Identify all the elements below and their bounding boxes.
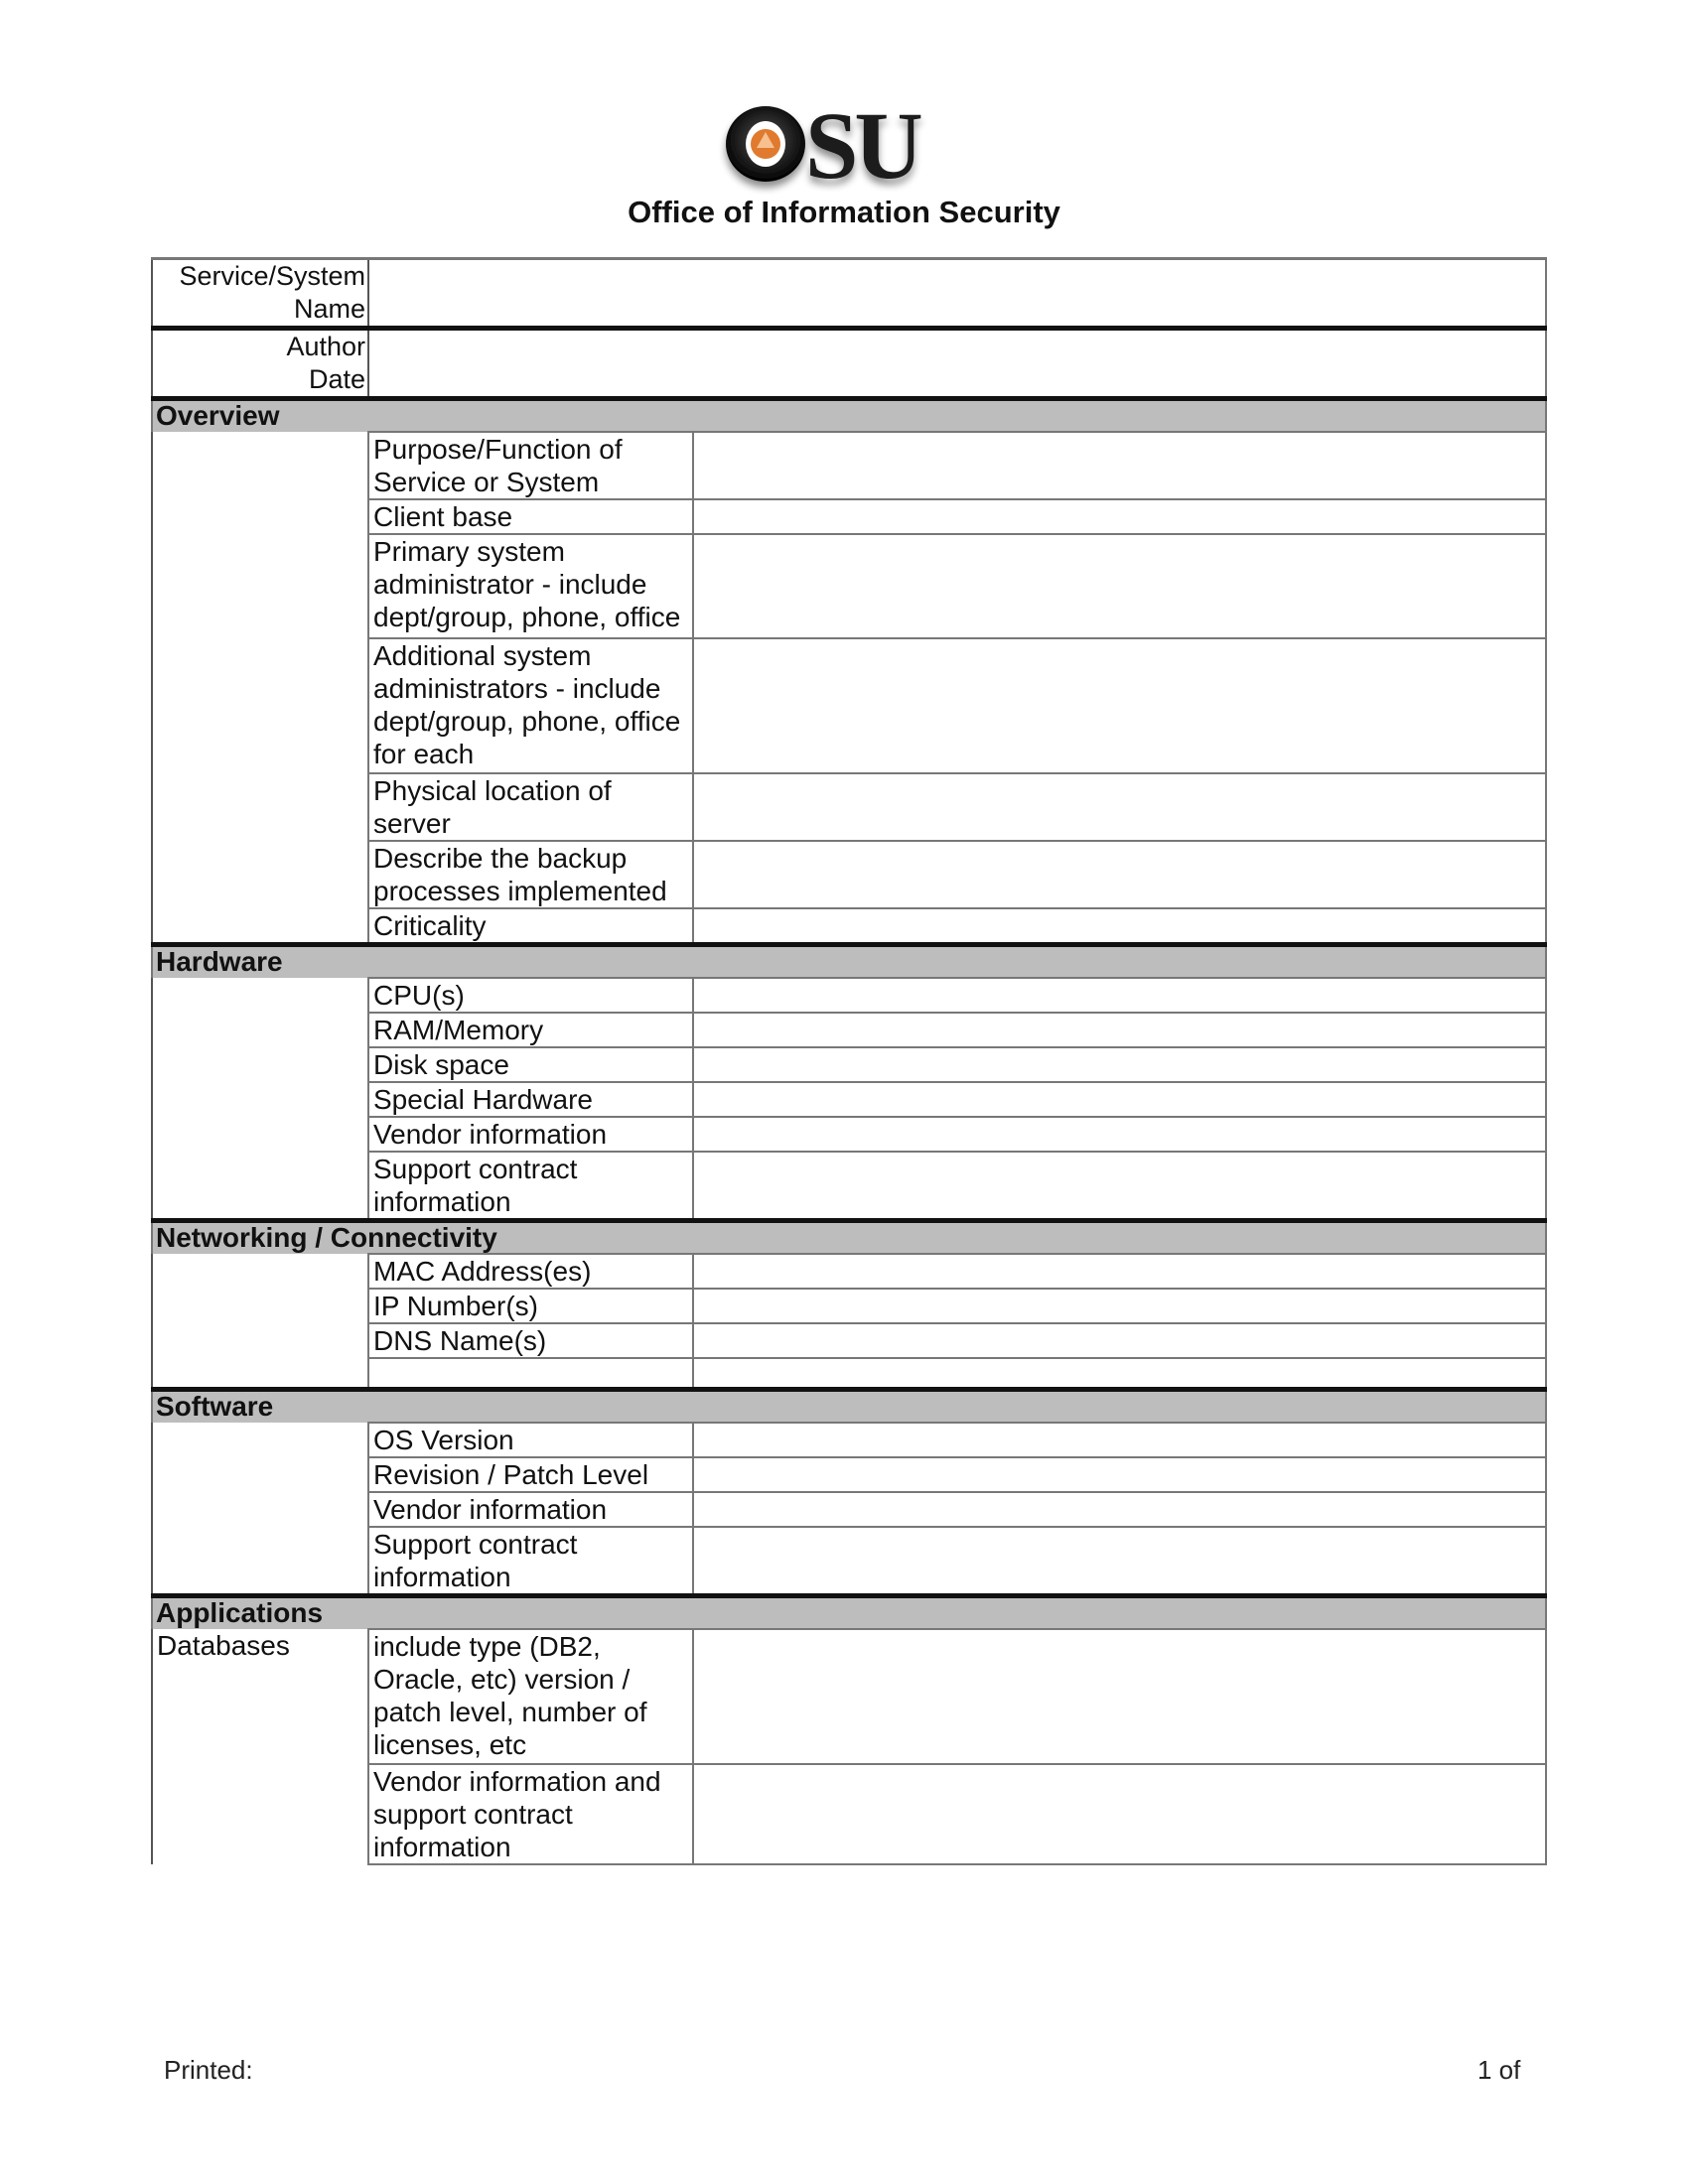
field-label: DNS Name(s) bbox=[368, 1323, 693, 1358]
field-label: Vendor information bbox=[368, 1492, 693, 1527]
section-title: Overview bbox=[152, 399, 1546, 433]
footer-page-number: 1 of bbox=[1477, 2055, 1521, 2085]
field-value[interactable] bbox=[693, 1629, 1546, 1764]
field-value[interactable] bbox=[693, 638, 1546, 773]
section-applications bbox=[152, 1595, 1546, 1629]
field-value[interactable] bbox=[693, 1323, 1546, 1358]
field-label: Vendor information and support contract information bbox=[368, 1764, 693, 1864]
field-value[interactable] bbox=[693, 1289, 1546, 1323]
databases-group-label: Databases bbox=[152, 1629, 368, 1864]
field-value[interactable] bbox=[693, 534, 1546, 638]
document-title: Office of Information Security bbox=[628, 195, 1060, 229]
field-label: Describe the backup processes implemented bbox=[368, 841, 693, 908]
field-label: Disk space bbox=[368, 1047, 693, 1082]
field-label: OS Version bbox=[368, 1423, 693, 1457]
form-row bbox=[152, 1629, 1546, 1764]
field-value[interactable] bbox=[693, 1457, 1546, 1492]
field-value[interactable] bbox=[693, 1082, 1546, 1117]
field-label: RAM/Memory bbox=[368, 1013, 693, 1047]
field-value[interactable] bbox=[693, 432, 1546, 499]
osu-logo bbox=[718, 92, 956, 199]
section-title: Software bbox=[152, 1389, 1546, 1423]
section-spacer bbox=[152, 1254, 368, 1389]
field-label: CPU(s) bbox=[368, 978, 693, 1013]
field-label: Vendor information bbox=[368, 1117, 693, 1152]
form-row bbox=[152, 1254, 1546, 1289]
field-value[interactable] bbox=[693, 978, 1546, 1013]
system-inventory-form bbox=[151, 257, 1547, 1865]
form-row bbox=[152, 978, 1546, 1013]
field-value[interactable] bbox=[693, 1764, 1546, 1864]
field-value[interactable] bbox=[693, 1423, 1546, 1457]
field-label: Support contract information bbox=[368, 1152, 693, 1221]
field-value[interactable] bbox=[693, 1117, 1546, 1152]
section-spacer bbox=[152, 978, 368, 1221]
field-label: Revision / Patch Level bbox=[368, 1457, 693, 1492]
service-name-field[interactable] bbox=[368, 259, 1546, 329]
field-label: IP Number(s) bbox=[368, 1289, 693, 1323]
field-value[interactable] bbox=[693, 908, 1546, 945]
author-date-label: Author Date bbox=[152, 329, 368, 399]
field-label: include type (DB2, Oracle, etc) version / patch level, number of licenses, etc bbox=[368, 1629, 693, 1764]
field-value[interactable] bbox=[693, 1152, 1546, 1221]
section-spacer bbox=[152, 432, 368, 945]
service-name-row bbox=[152, 259, 1546, 329]
field-label: Client base bbox=[368, 499, 693, 534]
field-value[interactable] bbox=[693, 1358, 1546, 1389]
field-value[interactable] bbox=[693, 1492, 1546, 1527]
field-label: Physical location of server bbox=[368, 773, 693, 841]
field-label: Special Hardware bbox=[368, 1082, 693, 1117]
field-label: Primary system administrator - include dept/group, phone, office bbox=[368, 534, 693, 638]
section-title: Hardware bbox=[152, 945, 1546, 979]
section-hardware bbox=[152, 945, 1546, 979]
section-title: Networking / Connectivity bbox=[152, 1221, 1546, 1255]
field-label bbox=[368, 1358, 693, 1389]
field-value[interactable] bbox=[693, 1047, 1546, 1082]
author-date-row bbox=[152, 329, 1546, 399]
author-date-field[interactable] bbox=[368, 329, 1546, 399]
section-title: Applications bbox=[152, 1595, 1546, 1629]
section-spacer bbox=[152, 1423, 368, 1596]
section-networking bbox=[152, 1221, 1546, 1255]
field-label: Additional system administrators - include dept/group, phone, office for each bbox=[368, 638, 693, 773]
footer-printed: Printed: bbox=[164, 2055, 253, 2085]
field-label: MAC Address(es) bbox=[368, 1254, 693, 1289]
section-software bbox=[152, 1389, 1546, 1423]
field-label: Criticality bbox=[368, 908, 693, 945]
field-value[interactable] bbox=[693, 499, 1546, 534]
field-value[interactable] bbox=[693, 1013, 1546, 1047]
field-value[interactable] bbox=[693, 1527, 1546, 1596]
service-name-label: Service/System Name bbox=[152, 259, 368, 329]
svg-text:SU: SU bbox=[805, 92, 919, 199]
field-value[interactable] bbox=[693, 841, 1546, 908]
field-label: Purpose/Function of Service or System bbox=[368, 432, 693, 499]
section-overview bbox=[152, 399, 1546, 433]
field-label: Support contract information bbox=[368, 1527, 693, 1596]
field-value[interactable] bbox=[693, 1254, 1546, 1289]
field-value[interactable] bbox=[693, 773, 1546, 841]
form-row bbox=[152, 1423, 1546, 1457]
form-row bbox=[152, 432, 1546, 499]
